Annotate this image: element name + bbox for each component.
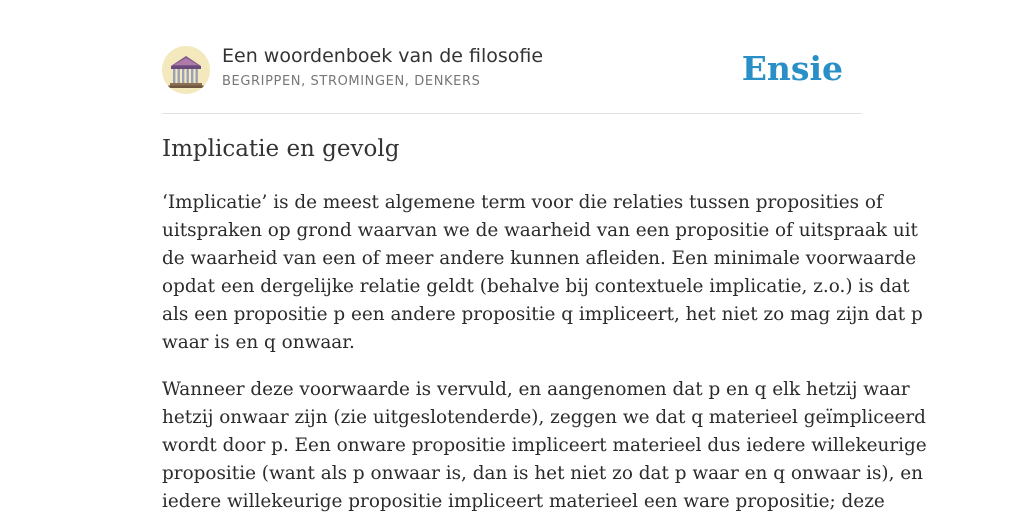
content-container [162, 0, 927, 512]
text-line: hetzij onwaar zijn (zie uitgeslotenderde), zeggen we dat q materieel geïmpliceerd [162, 407, 926, 428]
site-title[interactable]: Een woordenboek van de filosofie [222, 45, 544, 67]
site-subtitle: BEGRIPPEN, STROMINGEN, DENKERS [222, 74, 481, 89]
text-line: de waarheid van een of meer andere kunnen afleiden. Een minimale voorwaarde [162, 248, 917, 269]
brand-logo-link[interactable]: Ensie [741, 49, 843, 88]
text-line: opdat een dergelijke relatie geldt (behalve bij contextuele implicatie, z.o.) is dat [162, 276, 910, 297]
text-line: ‘Implicatie’ is de meest algemene term voor die relaties tussen proposities of [162, 192, 883, 213]
text-line: iedere willekeurige propositie impliceert materieel een ware propositie; deze [162, 491, 885, 512]
temple-icon[interactable] [162, 46, 210, 94]
paragraph [162, 376, 927, 512]
text-line: Wanneer deze voorwaarde is vervuld, en aangenomen dat p en q elk hetzij waar [162, 379, 910, 400]
text-line: wordt door p. Een onware propositie impliceert materieel dus iedere willekeurige [162, 435, 927, 456]
text-line: uitspraken op grond waarvan we de waarheid van een propositie of uitspraak uit [162, 220, 918, 241]
text-line: waar is en q onwaar. [162, 332, 355, 353]
article-body [162, 189, 927, 512]
text-line: propositie (want als p onwaar is, dan is het niet zo dat p waar en q onwaar is), en [162, 463, 923, 484]
paragraph [162, 189, 923, 357]
article-title: Implicatie en gevolg [162, 136, 400, 162]
text-line: als een propositie p een andere propositie q impliceert, het niet zo mag zijn dat p [162, 304, 923, 325]
site-header [162, 0, 862, 114]
